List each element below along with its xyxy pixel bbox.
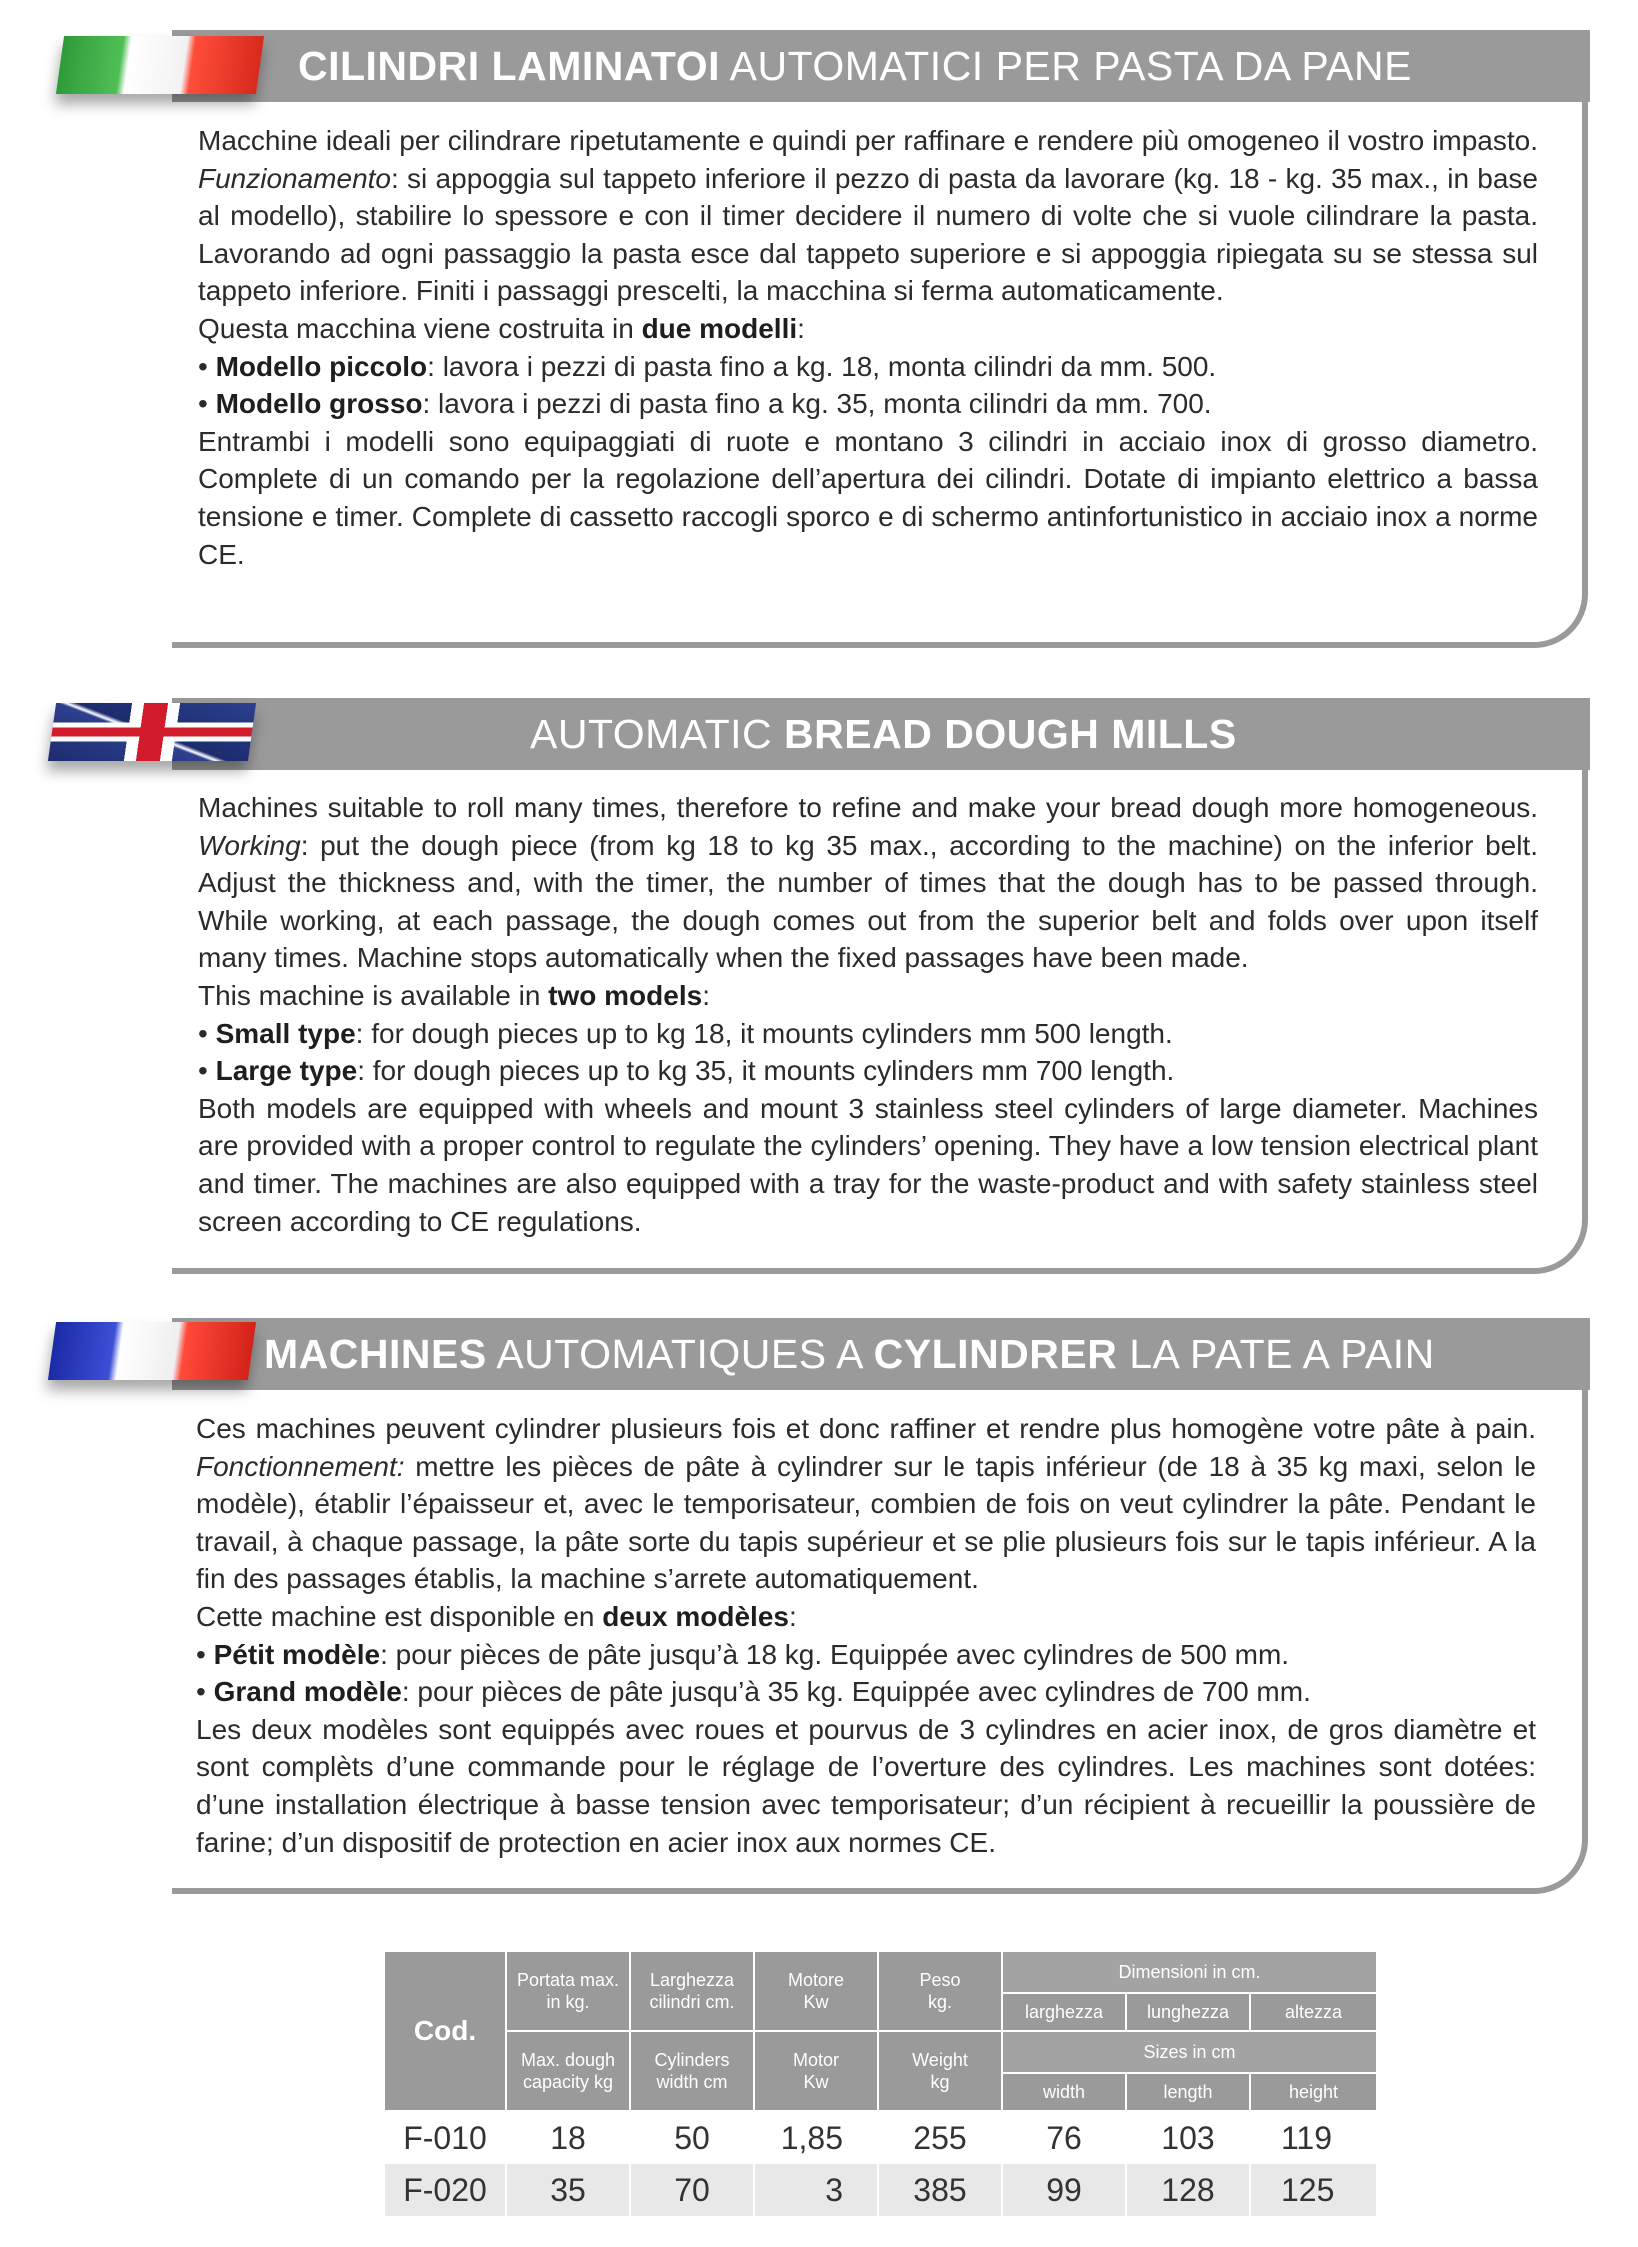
cell-code: F-010 [384, 2111, 506, 2164]
bullet-item: • Grand modèle: pour pièces de pâte jusqu’à 35 kg. Equippée avec cylindres de 700 mm. [196, 1676, 1311, 1708]
cell-dim-length: 128 [1126, 2164, 1250, 2216]
italian-description [198, 122, 1538, 573]
header-dim-width-en: width [1002, 2073, 1126, 2111]
header-dim-length-it: lunghezza [1126, 1993, 1250, 2031]
paragraph-intro: Machines suitable to roll many times, therefore to refine and make your bread dough more homogeneous. Working: put the dough piece (from kg 18 to kg 35 max., according to the machine) on the inferior belt. Adjust the thickness and, with the timer, the number of times that the dough has to be passed through. While working, at each passage, the dough comes out from the superior belt and folds over upon itself many times. Machine stops automatically when the fixed passages have been made. [198, 792, 1538, 974]
table-row [384, 2164, 1377, 2216]
bullet-item: • Pétit modèle: pour pièces de pâte jusqu’à 18 kg. Equippée avec cylindres de 500 mm. [196, 1638, 1290, 1670]
paragraph-closing: Both models are equipped with wheels and mount 3 stainless steel cylinders of large diameter. Machines are provided with a proper control to regulate the cylinders’ opening. They have a low tension electrical plant and timer. The machines are also equipped with a tray for the waste-product and with safety stainless steel screen according to CE regulations. [198, 1092, 1538, 1237]
table-row [384, 2111, 1377, 2164]
paragraph-models: This machine is available in two models: [198, 979, 710, 1011]
header-width-it: Larghezza cilindri cm. [630, 1951, 754, 2031]
cell-width: 70 [630, 2164, 754, 2216]
cell-capacity: 18 [506, 2111, 630, 2164]
paragraph-intro: Macchine ideali per cilindrare ripetutamente e quindi per raffinare e rendere più omogeneo il vostro impasto. Funzionamento: si appoggia sul tappeto inferiore il pezzo di pasta da lavorare (kg. 18 - kg. 35 max., in base al modello), stabilire lo spessore e con il timer decidere il numero di volte che si vuole cilindrare la pasta. Lavorando ad ogni passaggio la pasta esce dal tappeto superiore e si appoggia ripiegata su se stessa sul tappeto inferiore. Finiti i passaggi prescelti, la macchina si ferma automaticamente. [198, 125, 1538, 307]
header-width-en: Cylinders width cm [630, 2031, 754, 2111]
french-description [196, 1410, 1536, 1861]
cell-weight: 385 [878, 2164, 1002, 2216]
header-dim-length-en: length [1126, 2073, 1250, 2111]
header-weight-it: Peso kg. [878, 1951, 1002, 2031]
paragraph-closing: Entrambi i modelli sono equipaggiati di ruote e montano 3 cilindri in acciaio inox di grosso diametro. Complete di un comando per la regolazione dell’apertura dei cilindri. Dotate di impianto elettrico a bassa tensione e timer. Complete di cassetto raccogli sporco e di schermo antinfortunistico in acciaio inox a norme CE. [198, 425, 1538, 570]
cell-dim-width: 99 [1002, 2164, 1126, 2216]
header-dimensions-it: Dimensioni in cm. [1002, 1951, 1377, 1993]
section-title-french: MACHINES AUTOMATIQUES A CYLINDRER LA PATE A PAIN [172, 1318, 1590, 1390]
cell-dim-width: 76 [1002, 2111, 1126, 2164]
italian-flag-icon [56, 36, 264, 94]
cell-dim-height: 125 [1250, 2164, 1377, 2216]
header-dim-width-it: larghezza [1002, 1993, 1126, 2031]
header-dimensions-en: Sizes in cm [1002, 2031, 1377, 2073]
cell-code: F-020 [384, 2164, 506, 2216]
header-weight-en: Weight kg [878, 2031, 1002, 2111]
section-title-italian: CILINDRI LAMINATOI AUTOMATICI PER PASTA DA PANE [172, 30, 1590, 102]
english-description [198, 789, 1538, 1240]
header-motor-en: Motor Kw [754, 2031, 878, 2111]
paragraph-closing: Les deux modèles sont equippés avec roues et pourvus de 3 cylindres en acier inox, de gros diamètre et sont complèts d’une commande pour le réglage de l’overture des cylindres. Les machines sont dotées: d’une installation électrique à basse tension avec temporisateur; d’un récipient à recueillir la poussière de farine; d’un dispositif de protection en acier inox aux normes CE. [196, 1713, 1536, 1858]
cell-width: 50 [630, 2111, 754, 2164]
bullet-item: • Modello grosso: lavora i pezzi di pasta fino a kg. 35, monta cilindri da mm. 700. [198, 388, 1212, 420]
bullet-item: • Modello piccolo: lavora i pezzi di pasta fino a kg. 18, monta cilindri da mm. 500. [198, 350, 1217, 382]
cell-dim-height: 119 [1250, 2111, 1377, 2164]
section-title-english: AUTOMATIC BREAD DOUGH MILLS [172, 698, 1590, 770]
cell-motor: 1,85 [754, 2111, 878, 2164]
header-capacity-en: Max. dough capacity kg [506, 2031, 630, 2111]
specifications-table [383, 1950, 1378, 2216]
french-flag-icon [48, 1322, 256, 1380]
cell-capacity: 35 [506, 2164, 630, 2216]
header-code: Cod. [384, 1951, 506, 2111]
header-dim-height-it: altezza [1250, 1993, 1377, 2031]
header-capacity-it: Portata max. in kg. [506, 1951, 630, 2031]
cell-motor: 3 [754, 2164, 878, 2216]
header-dim-height-en: height [1250, 2073, 1377, 2111]
cell-dim-length: 103 [1126, 2111, 1250, 2164]
bullet-item: • Small type: for dough pieces up to kg 18, it mounts cylinders mm 500 length. [198, 1017, 1173, 1049]
header-motor-it: Motore Kw [754, 1951, 878, 2031]
paragraph-intro: Ces machines peuvent cylindrer plusieurs fois et donc raffiner et rendre plus homogène votre pâte à pain. Fonctionnement: mettre les pièces de pâte à cylindrer sur le tapis inférieur (de 18 à 35 kg maxi, selon le modèle), établir l’épaisseur et, avec le temporisateur, combien de fois on veut cylindrer la pâte. Pendant le travail, à chaque passage, la pâte sorte du tapis supérieur et se plie plusieurs fois sur le tapis inférieur. A la fin des passages établis, la machine s’arrete automatiquement. [196, 1413, 1536, 1595]
paragraph-models: Cette machine est disponible en deux modèles: [196, 1600, 797, 1632]
uk-flag-icon [48, 703, 256, 761]
paragraph-models: Questa macchina viene costruita in due modelli: [198, 312, 805, 344]
bullet-item: • Large type: for dough pieces up to kg 35, it mounts cylinders mm 700 length. [198, 1055, 1175, 1087]
cell-weight: 255 [878, 2111, 1002, 2164]
